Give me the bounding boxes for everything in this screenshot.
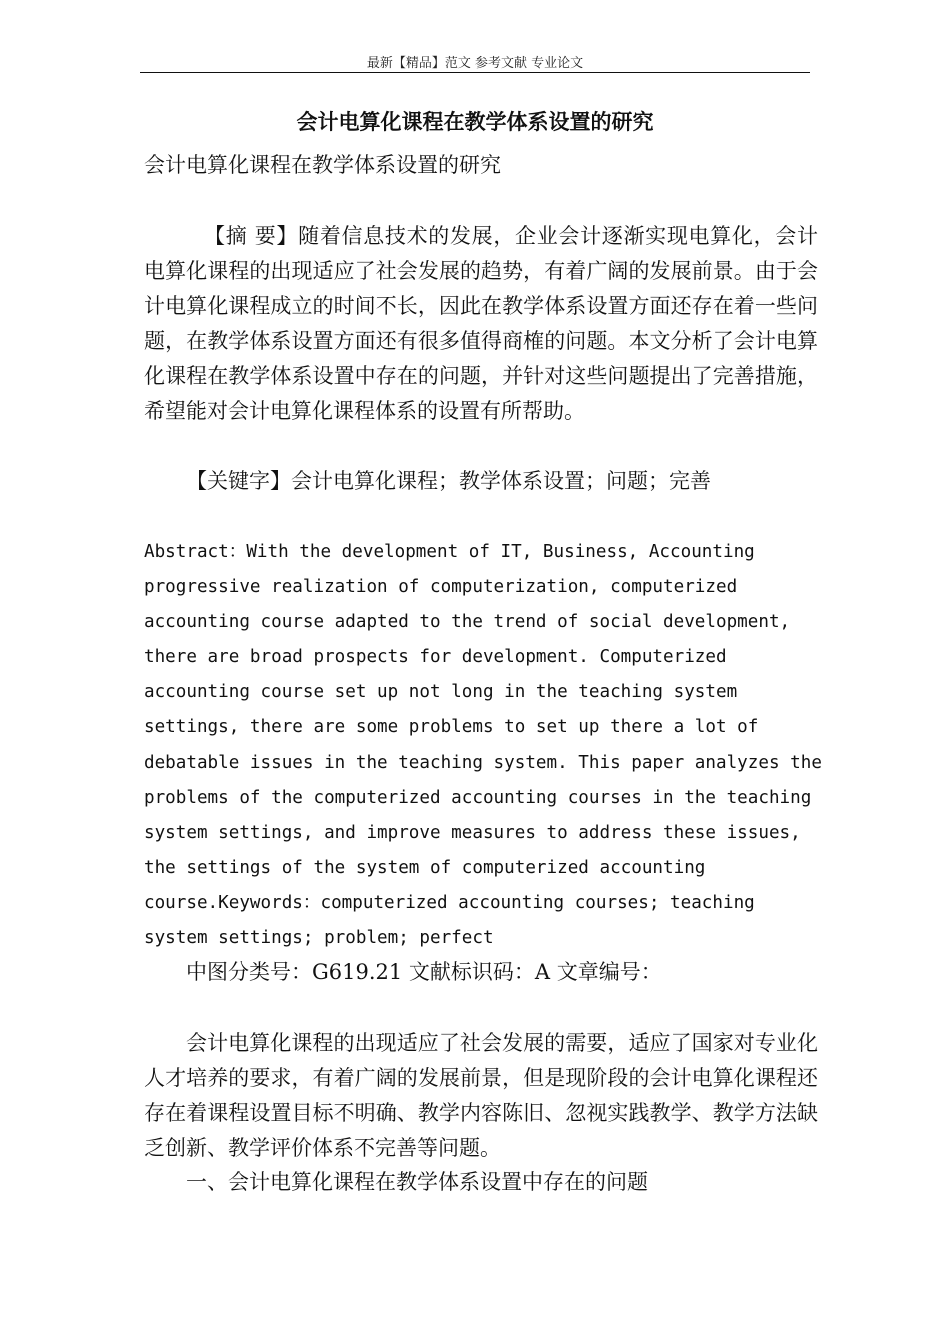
- section-heading: 一、会计电算化课程在教学体系设置中存在的问题: [186, 1170, 648, 1194]
- abstract-english: Abstract：With the development of IT, Business, Accounting progressive realization of computerization, computerized accounting course adapted to the trend of social development, there are broad prospects for development. Computerized accounting course set up not long in the teaching system settings, there are some problems to set up there a lot of debatable issues in the teaching system. This paper analyzes the problems of the computerized accounting courses in the teaching system settings, and improve measures to address these issues, the settings of the system of computerized accounting course.Keywords：computerized accounting courses; teaching system settings; problem; perfect: [144, 542, 822, 949]
- document-title: 会计电算化课程在教学体系设置的研究: [296, 109, 654, 134]
- classification-line: 中图分类号：G619.21 文献标识码：A 文章编号：: [186, 960, 662, 984]
- page-header: 最新【精品】范文 参考文献 专业论文: [366, 56, 584, 71]
- document-subtitle: 会计电算化课程在教学体系设置的研究: [144, 153, 501, 177]
- header-divider: [140, 72, 810, 73]
- keywords-chinese: 【关键字】会计电算化课程；教学体系设置；问题；完善: [186, 469, 711, 493]
- abstract-chinese: 【摘 要】随着信息技术的发展，企业会计逐渐实现电算化，会计电算化课程的出现适应了社会发展的趋势，有着广阔的发展前景。由于会计电算化课程成立的时间不长，因此在教学体系设置方面还存在着一些问题，在教学体系设置方面还有很多值得商榷的问题。本文分析了会计电算化课程在教学体系设置中存在的问题，并针对这些问题提出了完善措施，希望能对会计电算化课程体系的设置有所帮助。: [144, 224, 818, 423]
- body-paragraph: 会计电算化课程的出现适应了社会发展的需要，适应了国家对专业化人才培养的要求，有着广阔的发展前景，但是现阶段的会计电算化课程还存在着课程设置目标不明确、教学内容陈旧、忽视实践教学、教学方法缺乏创新、教学评价体系不完善等问题。: [144, 1031, 818, 1160]
